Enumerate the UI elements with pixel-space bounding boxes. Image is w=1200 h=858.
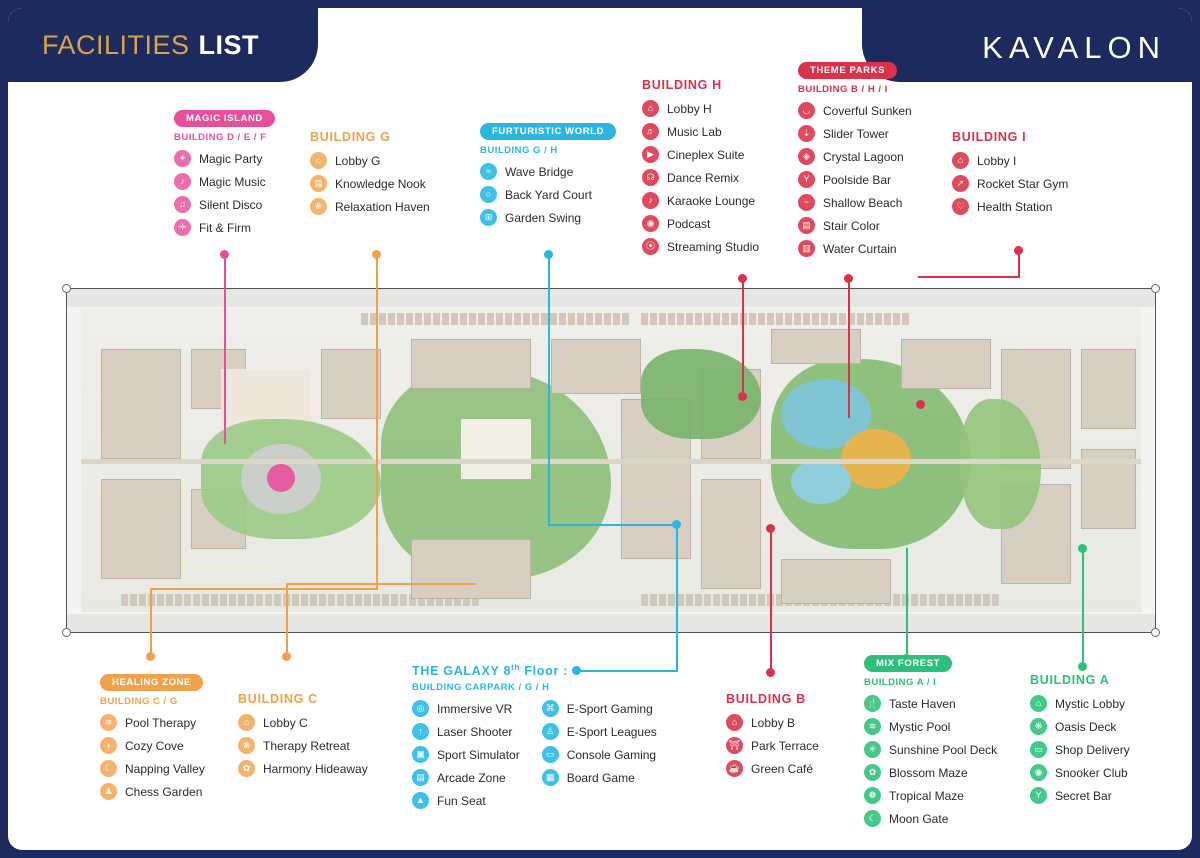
list-item-label: Streaming Studio: [667, 239, 760, 254]
legend-list-col2: [542, 700, 657, 815]
list-item[interactable]: [726, 737, 819, 754]
list-item[interactable]: [174, 196, 275, 213]
parking-row: [361, 313, 629, 325]
list-item-label: Magic Music: [199, 174, 266, 189]
list-item-label: Relaxation Haven: [335, 199, 430, 214]
page-title-part2: LIST: [198, 29, 260, 60]
list-item[interactable]: [100, 714, 205, 731]
legend-mix-forest: [864, 653, 997, 833]
connector-line: [150, 588, 152, 656]
list-item[interactable]: [798, 217, 912, 234]
seat-icon: ▲: [412, 792, 429, 809]
therapy-icon: ❀: [238, 737, 255, 754]
list-item-label: Cineplex Suite: [667, 147, 745, 162]
list-item[interactable]: [310, 152, 430, 169]
legend-futuristic-world: [480, 121, 616, 232]
console-icon: ▭: [542, 746, 559, 763]
bar-icon: Y: [798, 171, 815, 188]
list-item[interactable]: [310, 198, 430, 215]
headphones-icon: ♫: [174, 196, 191, 213]
list-item-label: Back Yard Court: [505, 187, 592, 202]
list-item[interactable]: [864, 695, 997, 712]
page-title: [8, 8, 318, 82]
list-item[interactable]: [642, 192, 759, 209]
list-item[interactable]: [542, 700, 657, 717]
legend-sub: BUILDING C / G: [100, 696, 178, 707]
connector-line: [548, 524, 678, 526]
list-item[interactable]: [642, 123, 759, 140]
list-item-label: Console Gaming: [566, 747, 657, 762]
arcade-icon: ▤: [412, 769, 429, 786]
connector-line: [286, 583, 288, 656]
legend-list: [100, 714, 205, 800]
legend-pill: MIX FOREST: [864, 655, 952, 672]
list-item-label: Immersive VR: [437, 701, 513, 716]
legend-building-i: [952, 130, 1068, 221]
legend-building-h: [642, 78, 759, 261]
legend-pill: THEME PARKS: [798, 62, 897, 79]
connector-magic-island: [224, 254, 226, 444]
list-item[interactable]: [238, 760, 368, 777]
connector-dot: [544, 250, 553, 259]
list-item[interactable]: [798, 194, 912, 211]
legend-theme-parks: [798, 60, 912, 263]
site-plan-map[interactable]: [66, 288, 1156, 633]
dance-icon: ☊: [642, 169, 659, 186]
list-item[interactable]: [542, 746, 657, 763]
legend-list-col1: [412, 700, 520, 815]
list-item-label: Coverful Sunken: [823, 103, 912, 118]
list-item-label: Crystal Lagoon: [823, 149, 904, 164]
legend-magic-island: [174, 108, 275, 242]
connector-dot: [1078, 544, 1087, 553]
sunken-garden-icon: ◡: [798, 102, 815, 119]
connector-dot: [372, 250, 381, 259]
galaxy-columns: [412, 700, 657, 815]
cove-icon: ◗: [100, 737, 117, 754]
pool-icon: ≋: [864, 718, 881, 735]
connector-building-b: [770, 528, 772, 672]
deck-icon: ❋: [1030, 718, 1047, 735]
list-item[interactable]: [864, 718, 997, 735]
bridge-icon: ≈: [480, 163, 497, 180]
legend-building-a: [1030, 673, 1130, 810]
list-item[interactable]: [798, 148, 912, 165]
sparkle-icon: ✦: [174, 150, 191, 167]
list-item[interactable]: [412, 700, 520, 717]
legend-head: BUILDING I: [952, 130, 1027, 144]
list-item[interactable]: [480, 163, 616, 180]
legend-pill: FURTURISTIC WORLD: [480, 123, 616, 140]
list-item[interactable]: [1030, 741, 1130, 758]
streaming-icon: ⦿: [642, 238, 659, 255]
list-item-label: Mystic Pool: [889, 719, 951, 734]
legend-head: [412, 663, 657, 678]
connector-dot: [766, 668, 775, 677]
list-item-label: Oasis Deck: [1055, 719, 1117, 734]
swing-icon: ⊞: [480, 209, 497, 226]
list-item-label: Lobby I: [977, 153, 1017, 168]
list-item-label: Karaoke Lounge: [667, 193, 756, 208]
list-item-label: Stair Color: [823, 218, 880, 233]
list-item-label: Secret Bar: [1055, 788, 1112, 803]
connector-line: [286, 583, 476, 585]
legend-list: [1030, 695, 1130, 804]
connector-building-h: [742, 278, 744, 398]
list-item[interactable]: [1030, 787, 1130, 804]
list-item-label: Lobby G: [335, 153, 381, 168]
connector-dot: [916, 400, 925, 409]
list-item[interactable]: [642, 146, 759, 163]
lobby-icon: ⌂: [642, 100, 659, 117]
legend-list: [174, 150, 275, 236]
list-item[interactable]: [798, 125, 912, 142]
legend-the-galaxy: [412, 663, 657, 815]
poster-sheet: [8, 8, 1192, 850]
legend-pill: HEALING ZONE: [100, 674, 203, 691]
list-item[interactable]: [412, 723, 520, 740]
list-item[interactable]: [100, 783, 205, 800]
slide-icon: ⇣: [798, 125, 815, 142]
list-item[interactable]: [100, 760, 205, 777]
lagoon-icon: ◈: [798, 148, 815, 165]
list-item[interactable]: [480, 209, 616, 226]
list-item-label: Slider Tower: [823, 126, 889, 141]
blossom-icon: ✿: [864, 764, 881, 781]
list-item[interactable]: [798, 240, 912, 257]
brand-logo: KAVALON: [982, 30, 1166, 65]
water-curtain-icon: ▥: [798, 240, 815, 257]
lobby-icon: ⌂: [952, 152, 969, 169]
list-item-label: Water Curtain: [823, 241, 897, 256]
list-item[interactable]: [642, 169, 759, 186]
connector-building-g: [376, 254, 378, 589]
legend-building-c: [238, 692, 368, 783]
list-item-label: Fun Seat: [437, 793, 486, 808]
page-title-part1: FACILITIES: [42, 29, 190, 60]
list-item-label: Cozy Cove: [125, 738, 184, 753]
stairs-icon: ▤: [798, 217, 815, 234]
list-item-label: Arcade Zone: [437, 770, 506, 785]
connector-futuristic: [548, 254, 550, 524]
connector-dot: [766, 524, 775, 533]
legend-sub: BUILDING A / I: [864, 677, 937, 688]
legend-head: BUILDING H: [642, 78, 722, 92]
list-item[interactable]: [480, 186, 616, 203]
connector-line: [150, 588, 378, 590]
laser-icon: ↑: [412, 723, 429, 740]
list-item[interactable]: [952, 175, 1068, 192]
list-item[interactable]: [864, 741, 997, 758]
list-item-label: Lobby B: [751, 715, 796, 730]
vr-icon: ◎: [412, 700, 429, 717]
connector-dot: [844, 274, 853, 283]
list-item-label: Taste Haven: [889, 696, 956, 711]
music-note-icon: ♪: [174, 173, 191, 190]
legend-list: [726, 714, 819, 777]
connector-dot: [738, 274, 747, 283]
list-item-label: Garden Swing: [505, 210, 582, 225]
beach-icon: ~: [798, 194, 815, 211]
legend-list: [642, 100, 759, 255]
legend-head: BUILDING G: [310, 130, 391, 144]
list-item[interactable]: [542, 769, 657, 786]
health-icon: ♡: [952, 198, 969, 215]
dumbbell-icon: ✛: [174, 219, 191, 236]
list-item-label: Harmony Hideaway: [263, 761, 368, 776]
snooker-icon: ◉: [1030, 764, 1047, 781]
list-item[interactable]: [798, 171, 912, 188]
lobby-icon: ⌂: [238, 714, 255, 731]
connector-line: [676, 524, 678, 672]
legend-healing-zone: [100, 672, 205, 806]
connector-dot: [146, 652, 155, 661]
list-item-label: Lobby C: [263, 715, 308, 730]
list-item[interactable]: [412, 746, 520, 763]
list-item-label: E-Sport Gaming: [566, 701, 653, 716]
list-item[interactable]: [864, 787, 997, 804]
list-item[interactable]: [310, 175, 430, 192]
list-item-label: Rocket Star Gym: [977, 176, 1069, 191]
legend-head: BUILDING C: [238, 692, 318, 706]
music-lab-icon: ♬: [642, 123, 659, 140]
legend-pill: MAGIC ISLAND: [174, 110, 275, 127]
legend-sub: BUILDING G / H: [480, 145, 558, 156]
list-item-label: Poolside Bar: [823, 172, 892, 187]
list-item[interactable]: [642, 100, 759, 117]
list-item[interactable]: [1030, 695, 1130, 712]
list-item-label: Health Station: [977, 199, 1053, 214]
list-item[interactable]: [642, 215, 759, 232]
dining-icon: 🍴: [864, 695, 881, 712]
podcast-icon: ◉: [642, 215, 659, 232]
list-item[interactable]: [726, 760, 819, 777]
legend-list: [952, 152, 1068, 215]
list-item-label: Laser Shooter: [437, 724, 513, 739]
list-item-label: Sunshine Pool Deck: [889, 742, 998, 757]
cinema-icon: ▶: [642, 146, 659, 163]
legend-sub: BUILDING CARPARK / G / H: [412, 682, 550, 694]
lobby-icon: ⌂: [310, 152, 327, 169]
list-item-label: Green Café: [751, 761, 814, 776]
league-icon: ♙: [542, 723, 559, 740]
connector-dot: [1014, 246, 1023, 255]
list-item[interactable]: [174, 173, 275, 190]
connector-dot: [738, 392, 747, 401]
legend-sub: BUILDING D / E / F: [174, 132, 267, 143]
list-item[interactable]: [798, 102, 912, 119]
list-item-label: Music Lab: [667, 124, 722, 139]
list-item-label: Board Game: [566, 770, 635, 785]
list-item-label: Blossom Maze: [889, 765, 968, 780]
galaxy-head-sup: th: [511, 663, 521, 672]
list-item-label: Shallow Beach: [823, 195, 903, 210]
rocket-icon: ➚: [952, 175, 969, 192]
list-item-label: Wave Bridge: [505, 164, 574, 179]
galaxy-head-main: THE GALAXY 8: [412, 664, 512, 679]
legend-head: BUILDING A: [1030, 673, 1110, 687]
list-item-label: Chess Garden: [125, 784, 203, 799]
microphone-icon: ♪: [642, 192, 659, 209]
legend-list: [864, 695, 997, 827]
esport-icon: ⌘: [542, 700, 559, 717]
harmony-icon: ✿: [238, 760, 255, 777]
list-item-label: Fit & Firm: [199, 220, 251, 235]
list-item[interactable]: [238, 737, 368, 754]
nap-icon: ☾: [100, 760, 117, 777]
parking-row: [641, 313, 909, 325]
list-item-label: Park Terrace: [751, 738, 819, 753]
connector-dot: [1078, 662, 1087, 671]
list-item[interactable]: [174, 150, 275, 167]
bar-icon: Y: [1030, 787, 1047, 804]
list-item-label: Moon Gate: [889, 811, 949, 826]
list-item[interactable]: [864, 810, 997, 827]
list-item-label: E-Sport Leagues: [566, 724, 657, 739]
list-item-label: Pool Therapy: [125, 715, 197, 730]
legend-head: BUILDING B: [726, 692, 806, 706]
list-item[interactable]: [1030, 718, 1130, 735]
list-item[interactable]: [952, 152, 1068, 169]
sun-deck-icon: ☀: [864, 741, 881, 758]
spa-icon: ❀: [310, 198, 327, 215]
chess-icon: ♟: [100, 783, 117, 800]
legend-sub: BUILDING B / H / I: [798, 84, 888, 95]
list-item[interactable]: [864, 764, 997, 781]
list-item-label: Podcast: [667, 216, 711, 231]
list-item[interactable]: [174, 219, 275, 236]
map-canvas: [81, 309, 1141, 612]
moon-icon: ☾: [864, 810, 881, 827]
list-item[interactable]: [238, 714, 368, 731]
legend-list: [798, 102, 912, 257]
pool-icon: ≋: [100, 714, 117, 731]
list-item[interactable]: [952, 198, 1068, 215]
list-item-label: Snooker Club: [1055, 765, 1128, 780]
connector-theme-parks: [848, 278, 850, 418]
connector-building-a: [1082, 548, 1084, 666]
terrace-icon: ⛩: [726, 737, 743, 754]
lobby-icon: ⌂: [1030, 695, 1047, 712]
list-item-label: Lobby H: [667, 101, 712, 116]
list-item-label: Dance Remix: [667, 170, 740, 185]
list-item-label: Knowledge Nook: [335, 176, 426, 191]
list-item-label: Shop Delivery: [1055, 742, 1130, 757]
cafe-icon: ☕: [726, 760, 743, 777]
legend-building-b: [726, 692, 819, 783]
connector-dot: [220, 250, 229, 259]
legend-list: [238, 714, 368, 777]
connector-mix-forest: [906, 548, 908, 658]
list-item[interactable]: [412, 792, 520, 809]
connector-dot: [282, 652, 291, 661]
legend-list: [310, 152, 430, 215]
list-item[interactable]: [412, 769, 520, 786]
court-icon: ○: [480, 186, 497, 203]
list-item-label: Magic Party: [199, 151, 263, 166]
list-item-label: Sport Simulator: [437, 747, 520, 762]
connector-line: [918, 276, 1020, 278]
boardgame-icon: ▦: [542, 769, 559, 786]
lobby-icon: ⌂: [726, 714, 743, 731]
list-item-label: Mystic Lobby: [1055, 696, 1126, 711]
list-item[interactable]: [542, 723, 657, 740]
galaxy-head-tail: Floor :: [520, 664, 569, 679]
list-item-label: Napping Valley: [125, 761, 205, 776]
list-item-label: Therapy Retreat: [263, 738, 350, 753]
maze-icon: ❁: [864, 787, 881, 804]
delivery-icon: ▭: [1030, 741, 1047, 758]
list-item[interactable]: [100, 737, 205, 754]
list-item[interactable]: [642, 238, 759, 255]
book-icon: ▤: [310, 175, 327, 192]
list-item[interactable]: [1030, 764, 1130, 781]
list-item-label: Silent Disco: [199, 197, 263, 212]
list-item[interactable]: [726, 714, 819, 731]
simulator-icon: ▣: [412, 746, 429, 763]
list-item-label: Tropical Maze: [889, 788, 964, 803]
legend-list: [480, 163, 616, 226]
legend-building-g: [310, 130, 430, 221]
